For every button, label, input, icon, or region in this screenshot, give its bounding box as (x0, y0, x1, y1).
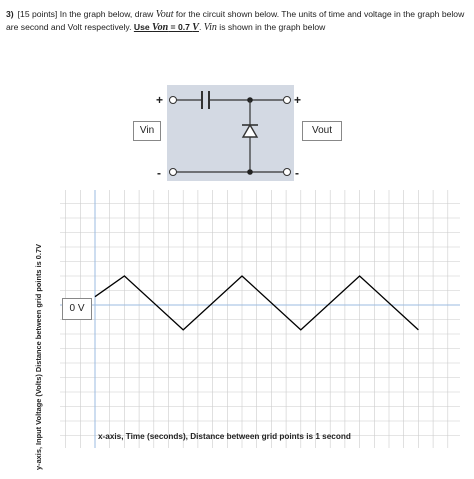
vout-label-box: Vout (302, 121, 342, 141)
question-text: 3) [15 points] In the graph below, draw Vout for the circuit shown below. The units of time and voltage in the graph below are second and Volt respectively. Use Von = 0.7 V. Vin is shown in the graph below (6, 9, 465, 33)
von-instruction: Use Von = 0.7 V (133, 22, 199, 33)
vin-label-box: Vin (133, 121, 161, 141)
y-axis-label: y-axis, Input Voltage (Volts) Distance between grid points is 0.7V (34, 243, 43, 470)
output-minus-label: - (295, 166, 299, 180)
question-number: 3) (6, 9, 14, 19)
vin-symbol: Vin (203, 22, 217, 33)
output-plus-label: + (294, 93, 302, 107)
zero-volt-label: 0 V (62, 298, 92, 320)
input-minus-label: - (157, 166, 161, 180)
vout-symbol: Vout (155, 9, 174, 20)
x-axis-label: x-axis, Time (seconds), Distance between grid points is 1 second (98, 432, 351, 441)
input-plus-label: + (156, 93, 164, 107)
